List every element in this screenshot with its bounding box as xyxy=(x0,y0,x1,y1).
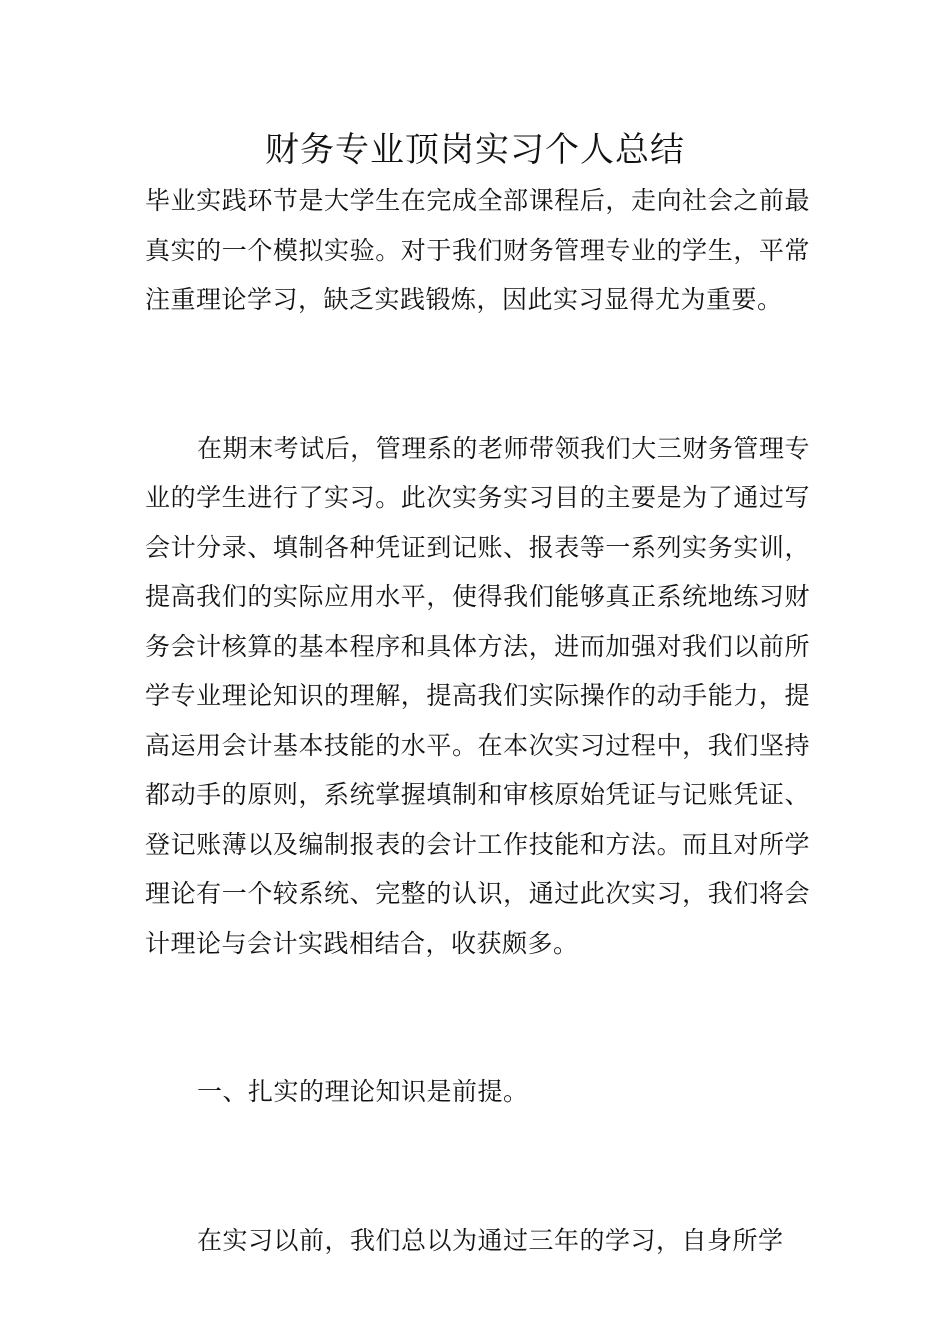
document-title: 财务专业顶岗实习个人总结 xyxy=(265,130,685,170)
document-body xyxy=(145,176,810,1265)
paragraph-section-1: 在实习以前，我们总以为通过三年的学习，自身所学 xyxy=(197,1225,784,1255)
paragraph-gap xyxy=(145,968,810,1067)
paragraph-gap xyxy=(145,325,810,424)
section-heading-1: 一、扎实的理论知识是前提。 xyxy=(197,1077,529,1106)
paragraph-internship: 在期末考试后，管理系的老师带领我们大三财务管理专业的学生进行了实习。此次实务实习目的主要是为了通过写会计分录、填制各种凭证到记账、报表等一系列实务实训，提高我们的实际应用水平，使得我们能够真正系统地练习财务会计核算的基本程序和具体方法，进而加强对我们以前所学专业理论知识的理解，提高我们实际操作的动手能力，提高运用会计基本技能的水平。在本次实习过程中，我们坚持都动手的原则，系统掌握填制和审核原始凭证与记账凭证、登记账薄以及编制报表的会计工作技能和方法。而且对所学理论有一个较系统、完整的认识，通过此次实习，我们将会计理论与会计实践相结合，收获颇多。 xyxy=(145,433,810,958)
paragraph-intro: 毕业实践环节是大学生在完成全部课程后，走向社会之前最真实的一个模拟实验。对于我们财务管理专业的学生，平常注重理论学习，缺乏实践锻炼，因此实习显得尤为重要。 xyxy=(145,186,810,314)
paragraph-gap xyxy=(145,1117,810,1216)
